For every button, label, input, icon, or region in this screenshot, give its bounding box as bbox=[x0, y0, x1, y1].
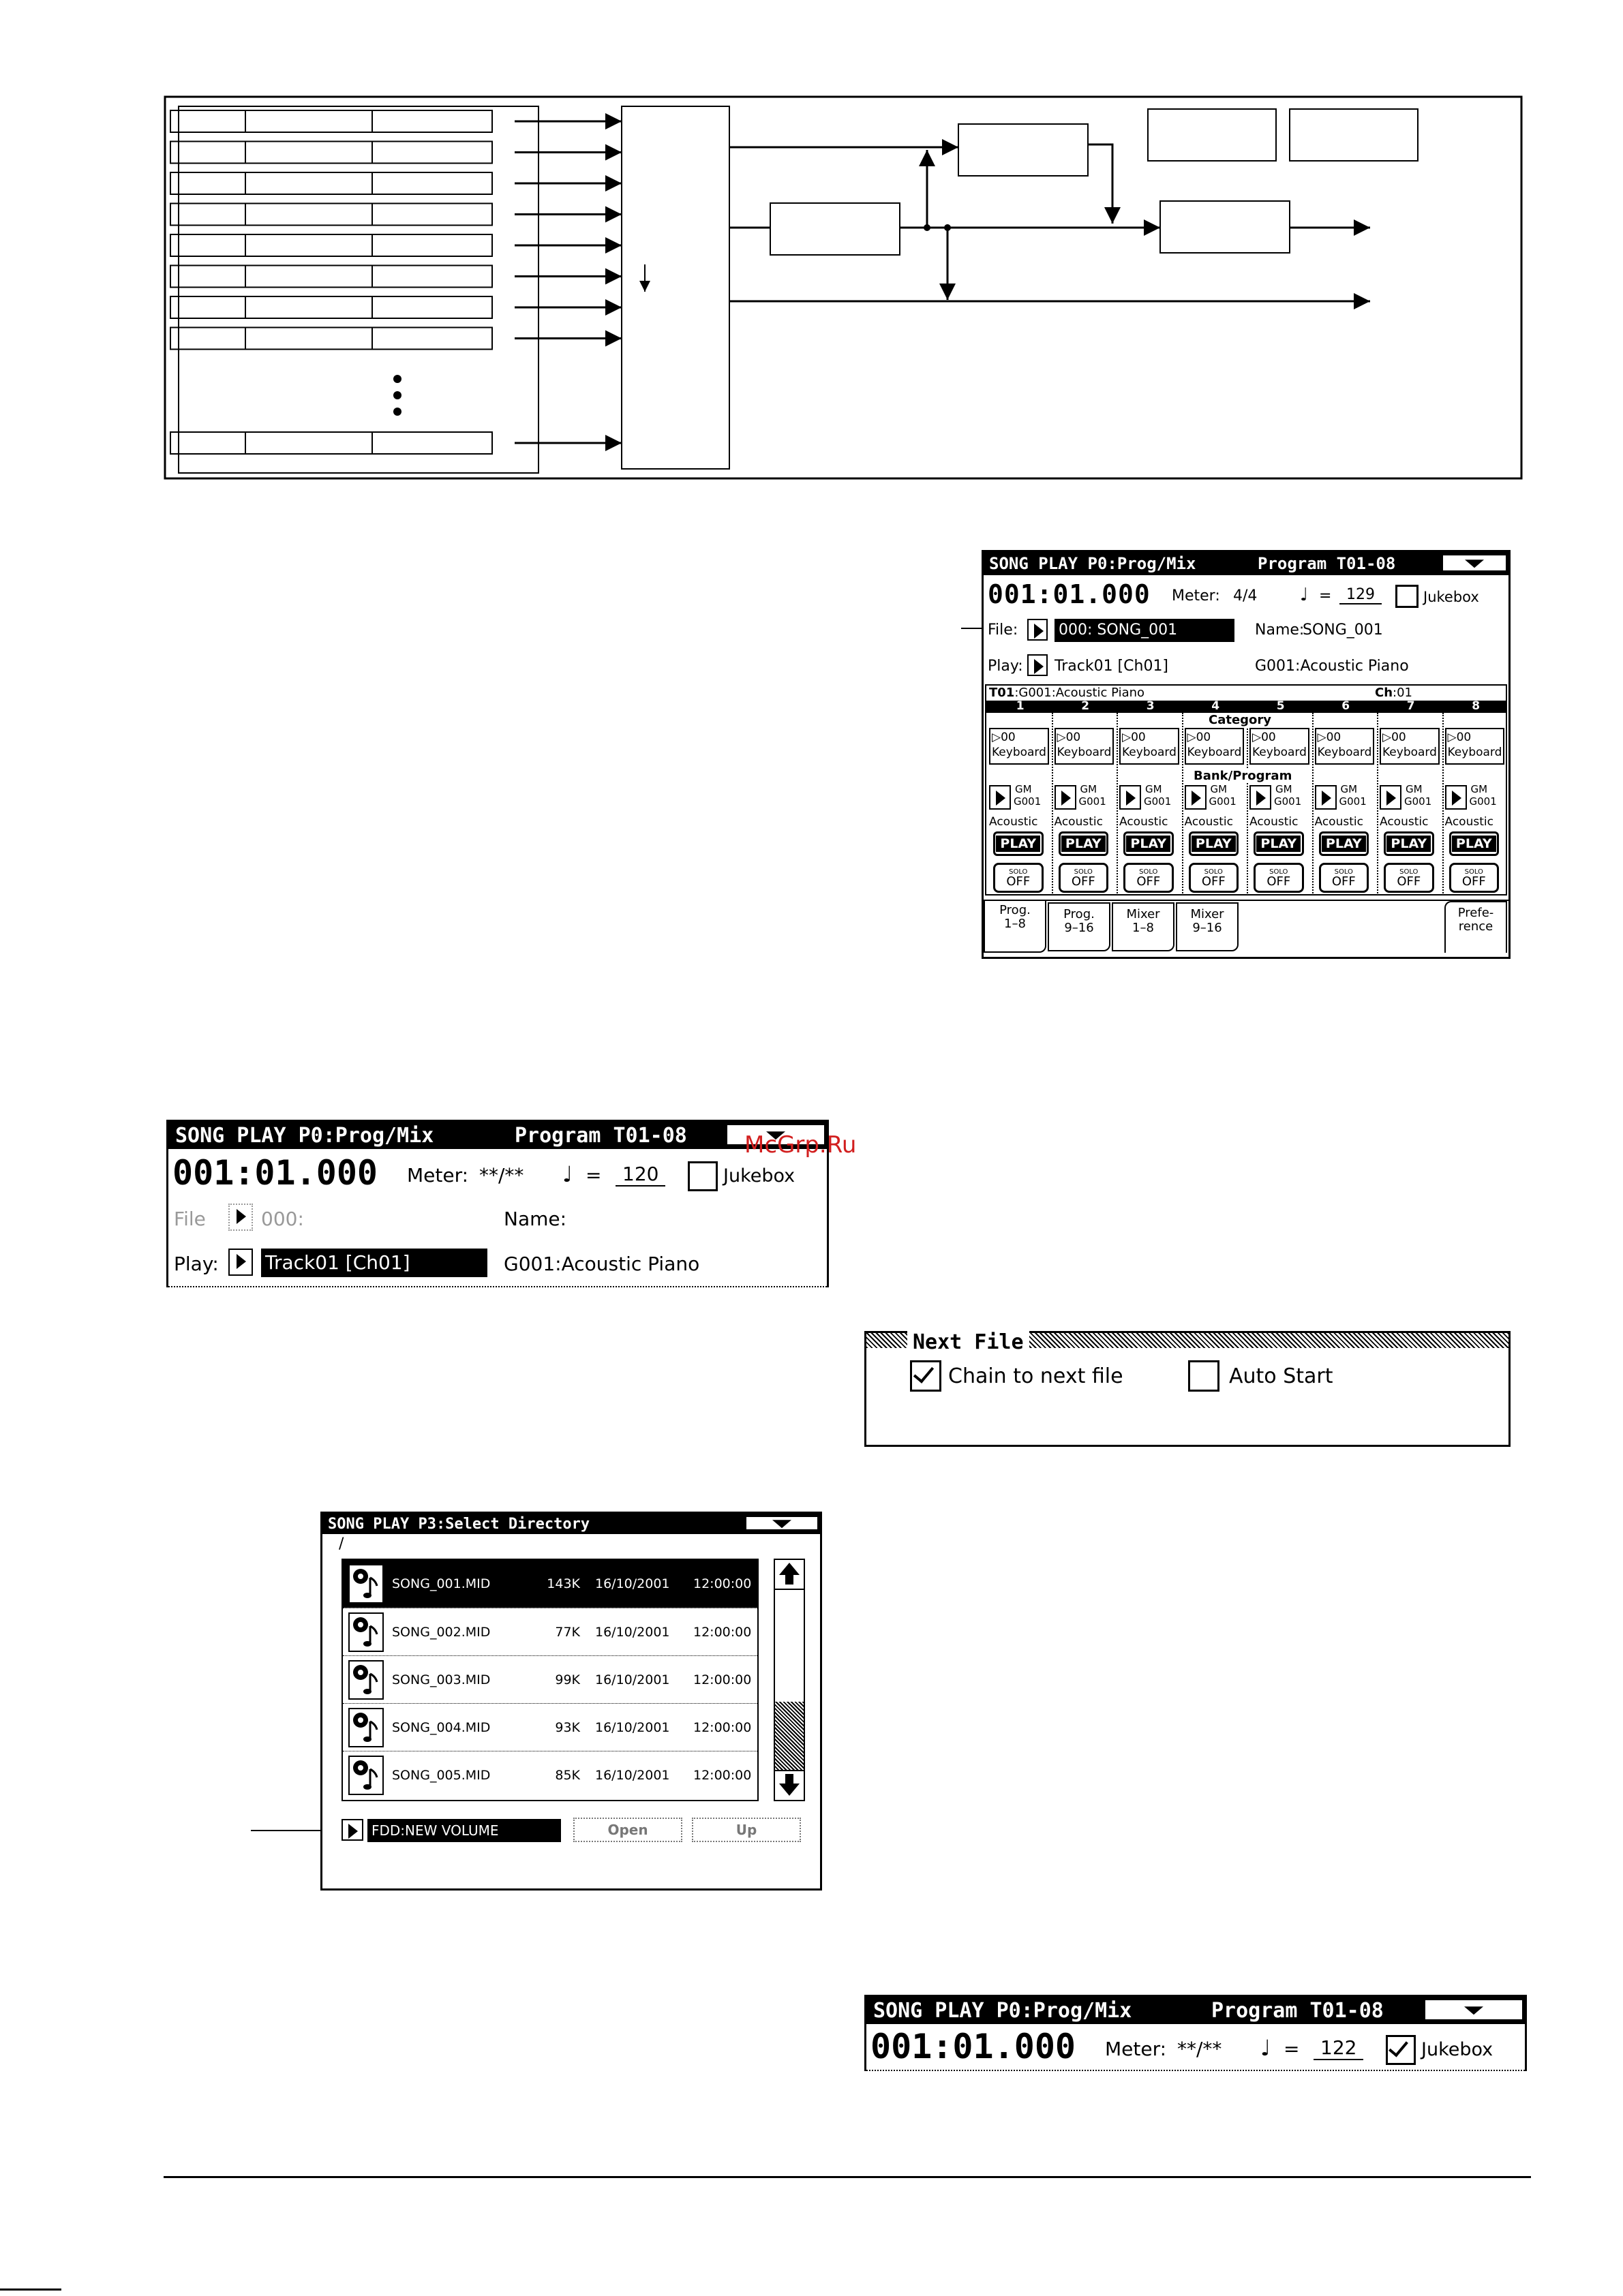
play-button-label: PLAY bbox=[1386, 836, 1431, 852]
file-select-button[interactable] bbox=[1027, 619, 1048, 641]
preference-tab-line2: rence bbox=[1458, 919, 1493, 934]
channel-value: :01 bbox=[1393, 686, 1412, 700]
jukebox-checkbox[interactable] bbox=[1386, 2035, 1416, 2065]
ellipsis-dot bbox=[393, 408, 401, 416]
screen-cut-edge bbox=[866, 2070, 1525, 2071]
category-name: Keyboard bbox=[1122, 746, 1177, 759]
column-separator bbox=[1117, 713, 1118, 896]
program-number: G001 bbox=[1078, 795, 1106, 808]
column-separator bbox=[1312, 713, 1314, 896]
play-value[interactable]: Track01 [Ch01] bbox=[1055, 658, 1169, 675]
bank-name: GM bbox=[1470, 783, 1488, 795]
song-play-screen-3 bbox=[864, 1995, 1527, 2071]
tab-line2: 9–16 bbox=[1064, 921, 1094, 935]
bank-program-button[interactable] bbox=[989, 785, 1011, 810]
scroll-thumb[interactable] bbox=[775, 1590, 804, 1702]
solo-button[interactable] bbox=[1123, 863, 1174, 893]
page-menu-button[interactable] bbox=[745, 1516, 819, 1531]
ellipsis-dot bbox=[393, 375, 401, 383]
file-size: 77K bbox=[555, 1625, 580, 1640]
play-mute-button[interactable] bbox=[1384, 831, 1434, 856]
tab-line2: 1–8 bbox=[1004, 917, 1026, 931]
play-triangle-icon: ▷ bbox=[1252, 731, 1262, 744]
tab-line1: Mixer bbox=[1126, 907, 1160, 921]
column-number: 4 bbox=[1211, 699, 1220, 713]
solo-button[interactable] bbox=[1319, 863, 1369, 893]
solo-state: OFF bbox=[1006, 874, 1031, 889]
preference-tab[interactable] bbox=[1444, 901, 1507, 953]
column-separator bbox=[1377, 713, 1378, 896]
category-button[interactable] bbox=[1315, 728, 1375, 765]
watermark: McGrp.Ru bbox=[744, 1131, 857, 1159]
title-bar bbox=[866, 1997, 1525, 2024]
page-subtitle: Program T01-08 bbox=[515, 1123, 687, 1148]
file-label: File: bbox=[988, 622, 1018, 639]
tempo-note-icon: ♩ bbox=[562, 1161, 573, 1187]
track-row bbox=[170, 266, 622, 288]
file-date: 16/10/2001 bbox=[595, 1768, 670, 1783]
category-name: Keyboard bbox=[1057, 746, 1112, 759]
category-button[interactable] bbox=[1380, 728, 1440, 765]
play-triangle-icon: ▷ bbox=[1317, 731, 1326, 744]
play-track-button[interactable] bbox=[1027, 654, 1048, 676]
solo-button[interactable] bbox=[1189, 863, 1239, 893]
bank-program-select[interactable] bbox=[1055, 784, 1114, 812]
drive-select-button[interactable] bbox=[342, 1819, 363, 1841]
song-play-screen-2 bbox=[166, 1120, 829, 1287]
bank-program-label: Bank/Program bbox=[1191, 769, 1294, 783]
track-row bbox=[170, 172, 622, 194]
category-name: Keyboard bbox=[1252, 746, 1307, 759]
location-counter: 001:01.000 bbox=[870, 2027, 1076, 2066]
solo-state: OFF bbox=[1266, 874, 1291, 889]
column-number: 3 bbox=[1146, 699, 1155, 713]
play-button-label: PLAY bbox=[1256, 836, 1301, 852]
file-date: 16/10/2001 bbox=[595, 1672, 670, 1687]
file-name: SONG_005.MID bbox=[392, 1768, 491, 1783]
file-value[interactable]: 000: SONG_001 bbox=[1055, 619, 1234, 642]
column-number: 1 bbox=[1016, 699, 1025, 713]
file-size: 93K bbox=[555, 1720, 580, 1735]
column-separator bbox=[1182, 713, 1183, 896]
file-row[interactable] bbox=[343, 1655, 757, 1704]
bank-program-select[interactable] bbox=[1380, 784, 1440, 812]
category-name: Keyboard bbox=[1317, 746, 1372, 759]
bank-program-button[interactable] bbox=[1249, 785, 1271, 810]
bank-name: GM bbox=[1275, 783, 1292, 795]
jukebox-label: Jukebox bbox=[723, 1165, 795, 1187]
file-date: 16/10/2001 bbox=[595, 1720, 670, 1735]
solo-state: OFF bbox=[1461, 874, 1486, 889]
track-row bbox=[170, 296, 622, 318]
play-label: Play: bbox=[988, 658, 1023, 675]
solo-button[interactable] bbox=[1384, 863, 1434, 893]
file-size: 143K bbox=[547, 1576, 580, 1591]
location-counter: 001:01.000 bbox=[988, 579, 1151, 609]
column-number: 7 bbox=[1406, 699, 1415, 713]
category-number: 00 bbox=[1065, 731, 1081, 744]
ellipsis-dot bbox=[393, 391, 401, 399]
bank-name: GM bbox=[1015, 783, 1032, 795]
file-name: SONG_001.MID bbox=[392, 1576, 491, 1591]
track-row bbox=[170, 328, 622, 350]
file-name: SONG_004.MID bbox=[392, 1720, 491, 1735]
file-row[interactable] bbox=[343, 1703, 757, 1751]
category-label: Category bbox=[1206, 713, 1274, 727]
tab-line1: Prog. bbox=[1063, 907, 1095, 921]
track-row bbox=[170, 110, 622, 132]
play-triangle-icon: ▷ bbox=[1057, 731, 1066, 744]
play-label: Play: bbox=[174, 1253, 219, 1275]
page-title: SONG PLAY P0:Prog/Mix bbox=[175, 1123, 434, 1148]
file-name: SONG_003.MID bbox=[392, 1672, 491, 1687]
midi-file-icon bbox=[348, 1660, 384, 1700]
next-file-title: Next File bbox=[907, 1330, 1029, 1354]
program-name: Acoustic bbox=[1314, 815, 1363, 829]
solo-label: SOLO bbox=[1464, 868, 1483, 876]
bank-program-select[interactable] bbox=[989, 784, 1049, 812]
tab-strip-line bbox=[984, 900, 1508, 901]
bank-program-button[interactable] bbox=[1445, 785, 1467, 810]
solo-state: OFF bbox=[1331, 874, 1356, 889]
play-mute-button[interactable] bbox=[993, 831, 1044, 856]
track-row bbox=[170, 432, 622, 454]
location-counter: 001:01.000 bbox=[172, 1153, 378, 1193]
meter-value[interactable]: 4/4 bbox=[1233, 587, 1258, 604]
program-name: Acoustic bbox=[989, 815, 1038, 829]
tempo-note-icon: ♩ bbox=[1260, 2035, 1271, 2061]
scrollbar[interactable] bbox=[774, 1559, 805, 1801]
solo-label: SOLO bbox=[1399, 868, 1419, 876]
bank-program-button[interactable] bbox=[1380, 785, 1401, 810]
channel-label: Ch bbox=[1375, 686, 1393, 700]
midi-file-icon bbox=[348, 1612, 384, 1652]
up-button[interactable]: Up bbox=[692, 1818, 801, 1842]
category-button[interactable] bbox=[1445, 728, 1505, 765]
file-label-disabled: File bbox=[174, 1208, 206, 1230]
file-list bbox=[342, 1559, 759, 1801]
page-menu-button[interactable] bbox=[1442, 554, 1507, 572]
scroll-down-arrow-icon[interactable] bbox=[775, 1770, 804, 1800]
solo-button[interactable] bbox=[993, 863, 1044, 893]
solo-state: OFF bbox=[1071, 874, 1095, 889]
solo-label: SOLO bbox=[1074, 868, 1093, 876]
track-panel bbox=[985, 684, 1507, 896]
column-separator bbox=[1052, 713, 1053, 896]
category-button[interactable] bbox=[1185, 728, 1245, 765]
category-number: 00 bbox=[1131, 731, 1146, 744]
solo-label: SOLO bbox=[1334, 868, 1353, 876]
play-mute-button[interactable] bbox=[1189, 831, 1239, 856]
program-name: Acoustic bbox=[1054, 815, 1103, 829]
play-button-label: PLAY bbox=[1061, 836, 1106, 852]
bank-program-select[interactable] bbox=[1119, 784, 1179, 812]
jukebox-label: Jukebox bbox=[1421, 2039, 1493, 2060]
tab-line2: 1–8 bbox=[1132, 921, 1154, 935]
solo-label: SOLO bbox=[1009, 868, 1028, 876]
file-time: 12:00:00 bbox=[693, 1768, 752, 1783]
category-number: 00 bbox=[1391, 731, 1406, 744]
tempo-equals: = bbox=[586, 1164, 602, 1187]
program-number: G001 bbox=[1339, 795, 1367, 808]
play-mute-button[interactable] bbox=[1123, 831, 1174, 856]
file-time: 12:00:00 bbox=[693, 1720, 752, 1735]
meter-label: Meter: bbox=[1105, 2038, 1167, 2060]
category-number: 00 bbox=[1196, 731, 1211, 744]
meter-value[interactable]: **/** bbox=[479, 1164, 524, 1187]
file-size: 85K bbox=[555, 1768, 580, 1783]
track-row bbox=[170, 204, 622, 226]
program-number: G001 bbox=[1469, 795, 1497, 808]
tab-line1: Mixer bbox=[1190, 907, 1224, 921]
column-number: 2 bbox=[1081, 699, 1090, 713]
play-mute-button[interactable] bbox=[1059, 831, 1109, 856]
scroll-up-arrow-icon[interactable] bbox=[775, 1560, 804, 1590]
program-name: Acoustic bbox=[1444, 815, 1493, 829]
category-number: 00 bbox=[1326, 731, 1341, 744]
page-tabs bbox=[984, 900, 1508, 957]
play-button-label: PLAY bbox=[1192, 836, 1236, 852]
midi-file-icon bbox=[348, 1756, 384, 1795]
block-b bbox=[958, 124, 1088, 176]
category-button[interactable] bbox=[1119, 728, 1179, 765]
name-label: Name: bbox=[1255, 622, 1305, 639]
signal-flow-diagram bbox=[164, 95, 1524, 488]
category-button[interactable] bbox=[1055, 728, 1114, 765]
file-date: 16/10/2001 bbox=[595, 1576, 670, 1591]
column-number: 6 bbox=[1341, 699, 1350, 713]
auto-start-label: Auto Start bbox=[1229, 1364, 1333, 1388]
title-bar bbox=[322, 1514, 820, 1534]
program-name: Acoustic bbox=[1119, 815, 1168, 829]
tempo-value[interactable]: 129 bbox=[1339, 586, 1382, 604]
meter-label: Meter: bbox=[1172, 587, 1220, 604]
track-info-program: :G001:Acoustic Piano bbox=[1014, 686, 1145, 700]
bank-program-select[interactable] bbox=[1315, 784, 1375, 812]
program-number: G001 bbox=[1209, 795, 1237, 808]
category-number: 00 bbox=[1001, 731, 1016, 744]
solo-state: OFF bbox=[1201, 874, 1226, 889]
play-triangle-icon: ▷ bbox=[1122, 731, 1132, 744]
tempo-value[interactable]: 120 bbox=[616, 1163, 665, 1187]
tab-line2: 9–16 bbox=[1192, 921, 1222, 935]
page-title: SONG PLAY P0:Prog/Mix bbox=[873, 1998, 1132, 2023]
file-select-button-disabled bbox=[228, 1204, 253, 1231]
track-info-id: T01 bbox=[989, 686, 1015, 700]
bank-name: GM bbox=[1145, 783, 1162, 795]
file-row[interactable] bbox=[343, 1751, 757, 1799]
play-mute-button[interactable] bbox=[1449, 831, 1500, 856]
solo-state: OFF bbox=[1397, 874, 1421, 889]
file-row[interactable] bbox=[343, 1608, 757, 1656]
solo-state: OFF bbox=[1136, 874, 1161, 889]
play-mute-button[interactable] bbox=[1319, 831, 1369, 856]
jukebox-label: Jukebox bbox=[1423, 589, 1479, 605]
select-directory-screen bbox=[320, 1512, 822, 1891]
file-name: SONG_002.MID bbox=[392, 1625, 491, 1640]
block-c bbox=[1160, 201, 1290, 253]
play-program: G001:Acoustic Piano bbox=[504, 1253, 700, 1275]
column-number: 8 bbox=[1472, 699, 1481, 713]
solo-label: SOLO bbox=[1204, 868, 1223, 876]
tab-1[interactable] bbox=[984, 900, 1046, 953]
file-time: 12:00:00 bbox=[693, 1672, 752, 1687]
current-path: / bbox=[339, 1535, 344, 1552]
tab-3[interactable] bbox=[1112, 902, 1174, 951]
title-bar bbox=[984, 552, 1508, 575]
solo-button[interactable] bbox=[1059, 863, 1109, 893]
play-triangle-icon: ▷ bbox=[1447, 731, 1457, 744]
tempo-value[interactable]: 122 bbox=[1314, 2036, 1363, 2060]
page-subtitle: Program T01-08 bbox=[1258, 554, 1396, 573]
category-button[interactable] bbox=[1249, 728, 1309, 765]
page-title: SONG PLAY P0:Prog/Mix bbox=[989, 554, 1196, 573]
column-separator bbox=[1442, 713, 1444, 896]
tempo-equals: = bbox=[1319, 587, 1332, 604]
chain-to-next-file-label: Chain to next file bbox=[948, 1364, 1123, 1388]
tab-4[interactable] bbox=[1176, 902, 1239, 951]
next-file-panel bbox=[864, 1331, 1511, 1447]
name-label: Name: bbox=[504, 1208, 567, 1230]
solo-button[interactable] bbox=[1449, 863, 1500, 893]
name-value: SONG_001 bbox=[1303, 622, 1383, 639]
title-bar bbox=[168, 1122, 827, 1149]
track-row bbox=[170, 234, 622, 256]
file-date: 16/10/2001 bbox=[595, 1625, 670, 1640]
category-name: Keyboard bbox=[1187, 746, 1242, 759]
column-number: 5 bbox=[1276, 699, 1285, 713]
page-corner-mark bbox=[0, 2289, 61, 2291]
tab-line1: Prog. bbox=[999, 903, 1031, 917]
category-button[interactable] bbox=[989, 728, 1049, 765]
play-mute-button[interactable] bbox=[1254, 831, 1304, 856]
file-size: 99K bbox=[555, 1672, 580, 1687]
file-time: 12:00:00 bbox=[693, 1625, 752, 1640]
chain-to-next-file-checkbox[interactable] bbox=[910, 1360, 941, 1392]
open-button[interactable]: Open bbox=[573, 1818, 682, 1842]
page-menu-button[interactable] bbox=[1424, 1999, 1523, 2021]
jukebox-checkbox[interactable] bbox=[1395, 585, 1419, 608]
solo-label: SOLO bbox=[1139, 868, 1158, 876]
page-subtitle: Program T01-08 bbox=[1211, 1998, 1384, 2023]
tempo-equals: = bbox=[1284, 2038, 1300, 2060]
track-row bbox=[170, 142, 622, 164]
meter-label: Meter: bbox=[407, 1164, 469, 1187]
program-number: G001 bbox=[1014, 795, 1042, 808]
play-triangle-icon: ▷ bbox=[1382, 731, 1392, 744]
program-name: Acoustic bbox=[1184, 815, 1233, 829]
play-track-button[interactable] bbox=[228, 1249, 253, 1276]
tempo-note-icon: ♩ bbox=[1300, 585, 1309, 605]
screen-cut-edge bbox=[168, 1286, 827, 1287]
category-name: Keyboard bbox=[1382, 746, 1437, 759]
category-number: 00 bbox=[1261, 731, 1276, 744]
bank-program-select[interactable] bbox=[1185, 784, 1245, 812]
song-play-screen-main bbox=[982, 550, 1511, 959]
solo-label: SOLO bbox=[1269, 868, 1288, 876]
auto-start-checkbox[interactable] bbox=[1188, 1360, 1219, 1392]
drive-value[interactable]: FDD:NEW VOLUME bbox=[367, 1819, 561, 1842]
block-a bbox=[770, 203, 900, 255]
file-row[interactable] bbox=[343, 1560, 757, 1608]
play-button-label: PLAY bbox=[1126, 836, 1170, 852]
footer-rule bbox=[164, 2176, 1531, 2178]
play-program: G001:Acoustic Piano bbox=[1255, 658, 1409, 675]
track-list-panel bbox=[179, 106, 539, 473]
bank-name: GM bbox=[1210, 783, 1228, 795]
category-name: Keyboard bbox=[1447, 746, 1502, 759]
program-number: G001 bbox=[1144, 795, 1172, 808]
bank-program-button[interactable] bbox=[1055, 785, 1076, 810]
bank-program-button[interactable] bbox=[1185, 785, 1207, 810]
jukebox-checkbox[interactable] bbox=[688, 1161, 718, 1191]
meter-value[interactable]: **/** bbox=[1177, 2038, 1222, 2060]
play-triangle-icon: ▷ bbox=[992, 731, 1001, 744]
file-time: 12:00:00 bbox=[693, 1576, 752, 1591]
play-value[interactable]: Track01 [Ch01] bbox=[261, 1249, 487, 1277]
tab-2[interactable] bbox=[1048, 902, 1110, 951]
category-name: Keyboard bbox=[992, 746, 1046, 759]
bank-name: GM bbox=[1406, 783, 1423, 795]
midi-file-icon bbox=[348, 1564, 384, 1604]
midi-sequencer-block bbox=[622, 106, 729, 469]
program-number: G001 bbox=[1274, 795, 1302, 808]
bank-name: GM bbox=[1340, 783, 1358, 795]
program-number: G001 bbox=[1404, 795, 1432, 808]
bank-program-select[interactable] bbox=[1445, 784, 1505, 812]
scroll-track[interactable] bbox=[775, 1702, 804, 1771]
bank-program-button[interactable] bbox=[1315, 785, 1337, 810]
play-button-label: PLAY bbox=[1322, 836, 1366, 852]
column-separator bbox=[1247, 713, 1248, 896]
play-button-label: PLAY bbox=[996, 836, 1040, 852]
preference-tab-line1: Prefe- bbox=[1457, 906, 1494, 920]
midi-file-icon bbox=[348, 1708, 384, 1747]
bank-name: GM bbox=[1080, 783, 1097, 795]
page-title: SONG PLAY P3:Select Directory bbox=[328, 1515, 590, 1533]
solo-button[interactable] bbox=[1254, 863, 1304, 893]
program-name: Acoustic bbox=[1249, 815, 1299, 829]
play-triangle-icon: ▷ bbox=[1187, 731, 1196, 744]
file-value-disabled: 000: bbox=[261, 1208, 304, 1230]
bank-program-button[interactable] bbox=[1119, 785, 1141, 810]
play-button-label: PLAY bbox=[1452, 836, 1496, 852]
bank-program-select[interactable] bbox=[1249, 784, 1309, 812]
program-name: Acoustic bbox=[1380, 815, 1429, 829]
block-d bbox=[1148, 109, 1276, 161]
block-e bbox=[1290, 109, 1418, 161]
category-number: 00 bbox=[1456, 731, 1472, 744]
track-rows bbox=[170, 110, 622, 454]
